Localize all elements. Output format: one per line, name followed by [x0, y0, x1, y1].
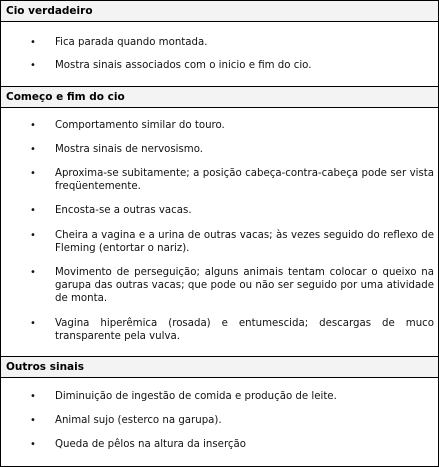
- list-item-text: Cheira a vagina e a urina de outras vacas; às vezes seguido do reflexo de Fleming (entortar o nariz).: [55, 230, 434, 254]
- section-header-cio-verdadeiro: [1, 1, 438, 22]
- bullet-icon: •: [30, 60, 36, 71]
- bullet-icon: •: [30, 230, 36, 241]
- list-item-text: Mostra sinais de nervosismo.: [55, 144, 204, 155]
- section-title: Começo e fim do cio: [6, 91, 125, 103]
- list-item-text: Queda de pêlos na altura da inserção: [55, 439, 246, 450]
- list-item-text: Encosta-se a outras vacas.: [55, 205, 192, 216]
- list-item-text: Diminuição de ingestão de comida e produção de leite.: [55, 391, 337, 402]
- list-item-text: Aproxima-se subitamente; a posição cabeça-contra-cabeça pode ser vista freqüentemente.: [55, 168, 434, 192]
- list-item-text: Movimento de perseguição; alguns animais tentam colocar o queixo na garupa das outras vacas; que pode ou não ser seguido por uma atividade de monta.: [55, 267, 434, 304]
- list-item-text: Animal sujo (esterco na garupa).: [55, 415, 222, 426]
- bullet-icon: •: [30, 144, 36, 155]
- bullet-icon: •: [30, 168, 36, 179]
- section-header-comeco-e-fim: [1, 86, 438, 108]
- section-body-outros-sinais: [1, 378, 438, 466]
- bullet-icon: •: [30, 205, 36, 216]
- bullet-icon: •: [30, 318, 36, 329]
- list-item-text: Vagina hiperêmica (rosada) e entumescida; descargas de muco transparente pela vulva.: [55, 318, 434, 342]
- bullet-icon: •: [30, 37, 36, 48]
- bullet-icon: •: [30, 391, 36, 402]
- bullet-icon: •: [30, 267, 36, 278]
- section-title: Outros sinais: [6, 361, 84, 373]
- list-item-text: Mostra sinais associados com o inicio e fim do cio.: [55, 60, 312, 71]
- bullet-icon: •: [30, 415, 36, 426]
- section-body-comeco-e-fim: [1, 108, 438, 356]
- list-item-text: Fica parada quando montada.: [55, 37, 208, 48]
- list-item-text: Comportamento similar do touro.: [55, 120, 225, 131]
- section-header-outros-sinais: [1, 356, 438, 378]
- section-body-cio-verdadeiro: [1, 22, 438, 86]
- bullet-icon: •: [30, 120, 36, 131]
- bullet-icon: •: [30, 439, 36, 450]
- section-title: Cio verdadeiro: [6, 5, 93, 17]
